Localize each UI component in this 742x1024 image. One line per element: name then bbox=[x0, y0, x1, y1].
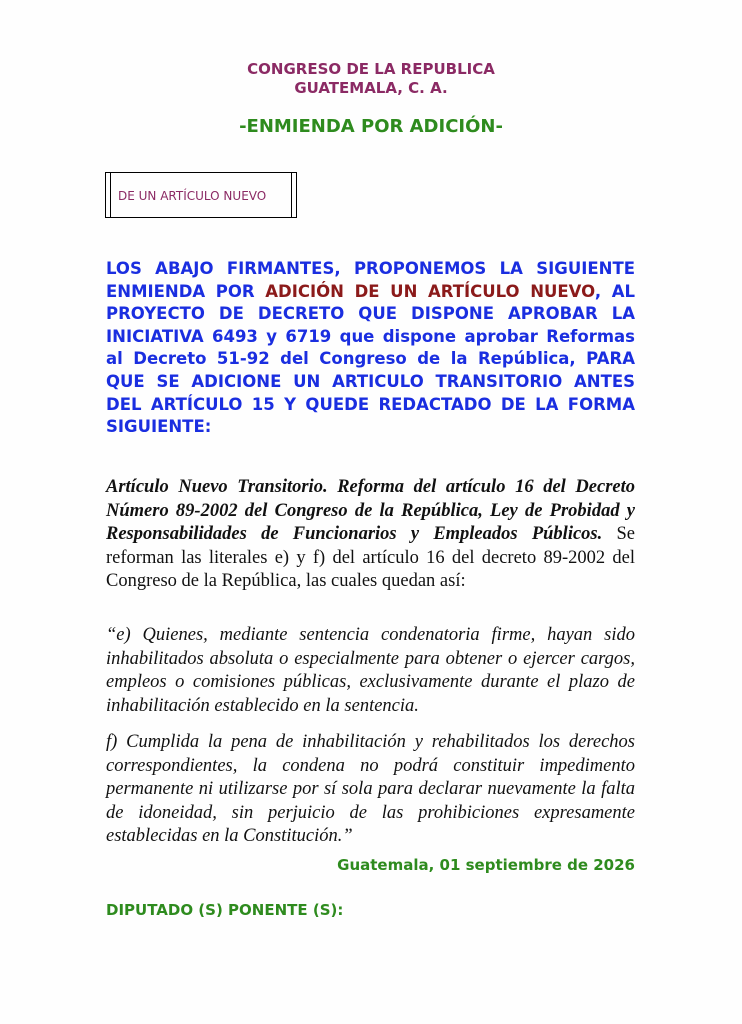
congress-location: GUATEMALA, C. A. bbox=[294, 79, 448, 97]
signers-label: DIPUTADO (S) PONENTE (S): bbox=[106, 901, 344, 919]
congress-name: CONGRESO DE LA REPUBLICA bbox=[247, 60, 495, 78]
article-heading: Artículo Nuevo Transitorio. Reforma del artículo 16 del Decreto Número 89-2002 del Congreso de la República, Ley de Probidad y Responsabilidades de Funcionarios y Empleados Públicos. bbox=[106, 477, 635, 544]
label-box-inner bbox=[110, 173, 292, 217]
place-date: Guatemala, 01 septiembre de 2026 bbox=[337, 856, 635, 874]
article-paragraph bbox=[106, 476, 635, 594]
literal-f-paragraph: f) Cumplida la pena de inhabilitación y rehabilitados los derechos correspondientes, la condena no podrá constituir impedimento permanente ni utilizarse por sí sola para declarar nuevamente la falta de idoneidad, sin perjuicio de las prohibiciones expresamente establecidas en la Constitución.” bbox=[106, 732, 635, 846]
literal-e-paragraph: “e) Quienes, mediante sentencia condenatoria firme, hayan sido inhabilitados absoluta o especialmente para obtener o ejercer cargos, empleos o comisiones públicas, exclusivamente durante el plazo de inhabilitación establecido en la sentencia. bbox=[106, 625, 635, 716]
proposal-paragraph bbox=[106, 258, 635, 439]
document-title: -ENMIENDA POR ADICIÓN- bbox=[239, 116, 503, 137]
proposal-text-start: LOS ABAJO FIRMANTES, PROPONEMOS LA SIGUIENTE ENMIENDA POR bbox=[106, 259, 635, 301]
label-box-text: DE UN ARTÍCULO NUEVO bbox=[118, 189, 267, 203]
article-text: Se reforman las literales e) y f) del artículo 16 del decreto 89-2002 del Congreso de la República, las cuales quedan así: bbox=[106, 524, 635, 591]
proposal-highlight: ADICIÓN DE UN ARTÍCULO NUEVO bbox=[265, 281, 595, 301]
label-box bbox=[105, 172, 297, 218]
proposal-text-end: , AL PROYECTO DE DECRETO QUE DISPONE APROBAR LA INICIATIVA 6493 y 6719 que dispone aprobar Reformas al Decreto 51-92 del Congreso de la República, PARA QUE SE ADICIONE UN ARTICULO TRANSITORIO ANTES DEL ARTÍCULO 15 Y QUEDE REDACTADO DE LA FORMA SIGUIENTE: bbox=[106, 281, 636, 437]
